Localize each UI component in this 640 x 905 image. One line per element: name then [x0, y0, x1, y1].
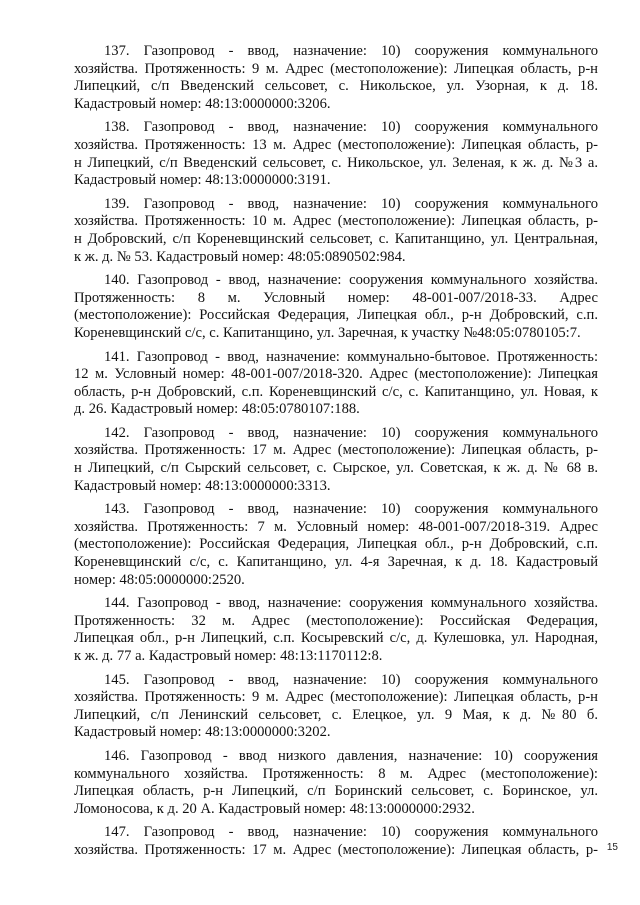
text-line: (местоположение): Российская Федерация, Липецкая обл., р-н Добровский, с.п. [74, 307, 598, 324]
text-line: 138. Газопровод - ввод, назначение: 10) сооружения коммунального [104, 119, 598, 136]
text-line: Протяженность: 8 м. Условный номер: 48-001-007/2018-33. Адрес [74, 289, 598, 306]
text-line: Протяженность: 32 м. Адрес (местоположение): Российская Федерация, [74, 612, 598, 629]
text-line: Кадастровый номер: 48:13:0000000:3191. [74, 172, 331, 189]
text-line: номер: 48:05:0000000:2520. [74, 571, 245, 588]
text-line: 144. Газопровод - ввод, назначение: сооружения коммунального хозяйства. [104, 595, 598, 612]
text-line: Кадастровый номер: 48:13:0000000:3206. [74, 95, 331, 112]
list-item [74, 748, 598, 818]
text-line: к ж. д. № 53. Кадастровый номер: 48:05:0890502:984. [74, 248, 406, 265]
text-line: 142. Газопровод - ввод, назначение: 10) сооружения коммунального [104, 424, 598, 441]
text-line: н Липецкий, с/п Сырский сельсовет, с. Сырское, ул. Советская, к ж. д. № 68 в. [74, 460, 598, 477]
text-line: Кореневщинский с/с, с. Капитанщино, ул. 4-я Заречная, к д. 18. Кадастровый [74, 554, 598, 571]
text-line: коммунального хозяйства. Протяженность: 8 м. Адрес (местоположение): [74, 765, 598, 782]
text-line: н Добровский, с/п Кореневщинский сельсовет, с. Капитанщино, ул. Центральная, [74, 230, 598, 247]
text-line: Ломоносова, к д. 20 А. Кадастровый номер: 48:13:0000000:2932. [74, 800, 475, 817]
text-line: 147. Газопровод - ввод, назначение: 10) сооружения коммунального [104, 824, 598, 841]
text-line: Кадастровый номер: 48:13:0000000:3202. [74, 724, 331, 741]
list-item [74, 119, 598, 189]
text-line: к ж. д. 77 а. Кадастровый номер: 48:13:1170112:8. [74, 648, 383, 664]
text-line: Кадастровый номер: 48:13:0000000:3313. [74, 477, 331, 494]
list-item [74, 595, 598, 665]
text-line: Липецкий, с/п Ленинский сельсовет, с. Елецкое, ул. 9 Мая, к д. №80 б. [74, 706, 598, 723]
text-line: 12 м. Условный номер: 48-001-007/2018-320. Адрес (местоположение): Липецкая [74, 366, 598, 383]
text-line: Липецкий, с/п Введенский сельсовет, с. Никольское, ул. Узорная, к д. 18. [74, 78, 598, 95]
text-line: Кореневщинский с/с, с. Капитанщино, ул. Заречная, к участку №48:05:0780105:7. [74, 324, 581, 341]
text-line: 137. Газопровод - ввод, назначение: 10) сооружения коммунального [104, 43, 598, 59]
text-line: 139. Газопровод - ввод, назначение: 10) сооружения коммунального [104, 195, 598, 212]
list-item [74, 349, 598, 419]
text-line: д. 26. Кадастровый номер: 48:05:0780107:188. [74, 401, 360, 418]
text-line: (местоположение): Российская Федерация, Липецкая обл., р-н Добровский, с.п. [74, 536, 598, 553]
list-item [74, 43, 598, 113]
text-line: хозяйства. Протяженность: 13 м. Адрес (местоположение): Липецкая область, р- [74, 136, 598, 153]
text-line: 146. Газопровод - ввод низкого давления, назначение: 10) сооружения [104, 747, 598, 764]
list-item [74, 196, 598, 266]
text-line: хозяйства. Протяженность: 7 м. Условный номер: 48-001-007/2018-319. Адрес [74, 518, 598, 535]
text-line: 140. Газопровод - ввод, назначение: сооружения коммунального хозяйства. [104, 272, 598, 289]
text-line: 141. Газопровод - ввод, назначение: коммунально-бытовое. Протяженность: [104, 348, 598, 365]
list-item [74, 272, 598, 342]
text-line: 145. Газопровод - ввод, назначение: 10) сооружения коммунального [104, 671, 598, 688]
text-line: Липецкая обл., р-н Липецкий, с.п. Косыревский с/с, д. Кулешовка, ул. Народная, [74, 630, 598, 647]
text-line: хозяйства. Протяженность: 9 м. Адрес (местоположение): Липецкая область, р-н [74, 60, 598, 77]
text-line: 143. Газопровод - ввод, назначение: 10) сооружения коммунального [104, 501, 598, 518]
list-item [74, 824, 598, 859]
text-line: хозяйства. Протяженность: 17 м. Адрес (местоположение): Липецкая область, р- [74, 841, 598, 858]
text-line: хозяйства. Протяженность: 10 м. Адрес (местоположение): Липецкая область, р- [74, 213, 598, 230]
list-item [74, 672, 598, 742]
text-line: Липецкая область, р-н Липецкий, с/п Боринский сельсовет, с. Боринское, ул. [74, 783, 598, 800]
document-page [74, 43, 598, 866]
text-line: область, р-н Добровский, с.п. Кореневщинский с/с, с. Капитанщино, ул. Новая, к [74, 383, 598, 400]
text-line: хозяйства. Протяженность: 17 м. Адрес (местоположение): Липецкая область, р- [74, 442, 598, 459]
page-number: 15 [606, 842, 618, 853]
list-item [74, 501, 598, 589]
text-line: н Липецкий, с/п Введенский сельсовет, с. Никольское, ул. Зеленая, к ж. д. №3 а. [74, 154, 598, 171]
list-item [74, 425, 598, 495]
text-line: хозяйства. Протяженность: 9 м. Адрес (местоположение): Липецкая область, р-н [74, 689, 598, 706]
